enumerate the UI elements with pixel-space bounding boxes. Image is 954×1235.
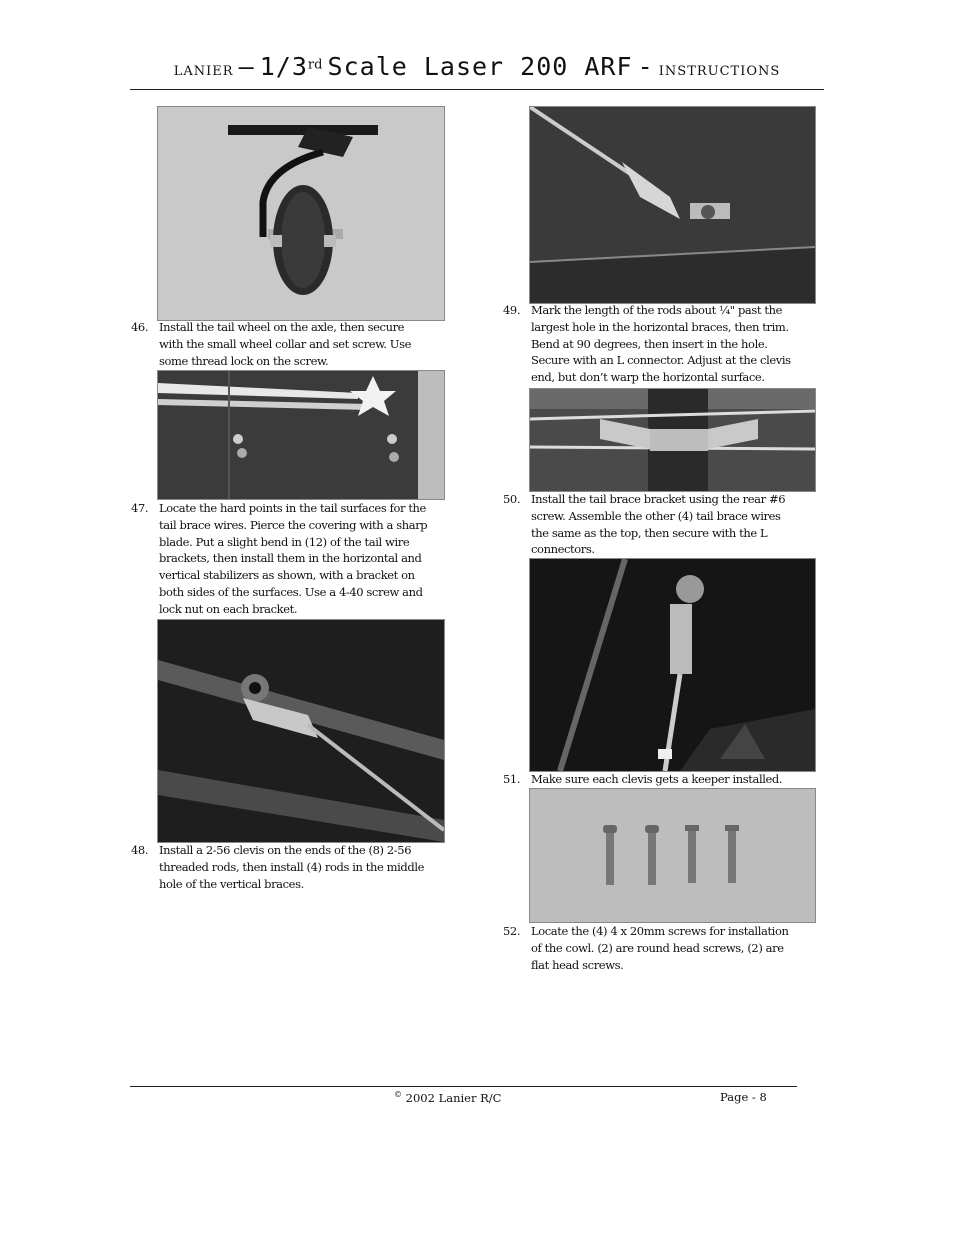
- step-number: 47.: [131, 501, 149, 515]
- step-line: hole of the vertical braces.: [159, 876, 304, 891]
- step-text: [159, 842, 424, 892]
- step-number: 51.: [503, 772, 521, 786]
- step-line: of the cowl. (2) are round head screws, (2) are: [531, 940, 784, 955]
- step-line: largest hole in the horizontal braces, then trim.: [531, 319, 789, 334]
- step-line: both sides of the surfaces. Use a 4-40 screw and: [159, 584, 423, 599]
- photo-rod-connector: [529, 106, 816, 304]
- photo-cowl-screws: [529, 788, 816, 923]
- step-line: connectors.: [531, 542, 595, 557]
- step-line: some thread lock on the screw.: [159, 353, 329, 368]
- step-number: 46.: [131, 320, 149, 334]
- step-line: blade. Put a slight bend in (12) of the tail wire: [159, 534, 410, 549]
- step-line: Install the tail wheel on the axle, then secure: [159, 320, 405, 334]
- step-line: flat head screws.: [531, 957, 624, 972]
- step-line: with the small wheel collar and set screw. Use: [159, 336, 411, 351]
- page-header: [130, 52, 824, 88]
- step-number: 52.: [503, 924, 521, 938]
- header-brand: LANIER: [173, 64, 234, 79]
- step-line: Locate the hard points in the tail surfaces for the: [159, 501, 426, 515]
- header-scale-sup: rd: [307, 57, 323, 73]
- step-text: [531, 302, 791, 386]
- step-line: brackets, then install them in the horizontal and: [159, 551, 422, 566]
- step-line: Install the tail brace bracket using the rear #6: [531, 492, 786, 506]
- step-number: 48.: [131, 843, 149, 857]
- step-line: Bend at 90 degrees, then insert in the hole.: [531, 336, 768, 351]
- header-scale: 1/3: [259, 52, 308, 81]
- step-line: tail brace wires. Pierce the covering with a sharp: [159, 517, 428, 532]
- step-line: Locate the (4) 4 x 20mm screws for installation: [531, 924, 789, 938]
- step-text: [159, 319, 411, 369]
- header-product: Scale Laser 200 ARF: [327, 52, 633, 81]
- step-line: Install a 2-56 clevis on the ends of the (8) 2-56: [159, 843, 412, 857]
- step-number: 49.: [503, 303, 521, 317]
- photo-tail-wheel: [157, 106, 445, 321]
- step-text: [159, 500, 427, 618]
- step-line: threaded rods, then install (4) rods in the middle: [159, 859, 425, 874]
- step-line: Secure with an L connector. Adjust at the clevis: [531, 353, 791, 368]
- step-line: screw. Assemble the other (4) tail brace wires: [531, 508, 781, 523]
- step-text: [531, 771, 782, 788]
- header-dash: –: [238, 52, 255, 81]
- photo-clevis-keeper: [529, 558, 816, 772]
- header-section: INSTRUCTIONS: [658, 64, 781, 79]
- copyright-symbol: ©: [394, 1090, 402, 1099]
- header-dash: -: [637, 52, 654, 81]
- step-line: Mark the length of the rods about ¼" past the: [531, 303, 782, 317]
- step-line: vertical stabilizers as shown, with a bracket on: [159, 568, 415, 583]
- photo-hard-points: [157, 370, 445, 500]
- photo-tail-brace-bracket: [529, 388, 816, 492]
- header-rule: [130, 89, 824, 90]
- step-line: the same as the top, then secure with the L: [531, 525, 768, 540]
- step-line: Make sure each clevis gets a keeper installed.: [531, 772, 783, 786]
- step-text: [531, 491, 785, 558]
- step-line: lock nut on each bracket.: [159, 601, 298, 616]
- footer-rule: [130, 1086, 797, 1087]
- step-line: end, but don’t warp the horizontal surface.: [531, 370, 765, 385]
- footer-page-number: Page - 8: [720, 1090, 767, 1104]
- footer-copyright: [394, 1090, 501, 1105]
- photo-clevis-rods: [157, 619, 445, 843]
- step-text: [531, 923, 788, 973]
- step-number: 50.: [503, 492, 521, 506]
- copyright-text: 2002 Lanier R/C: [405, 1090, 502, 1105]
